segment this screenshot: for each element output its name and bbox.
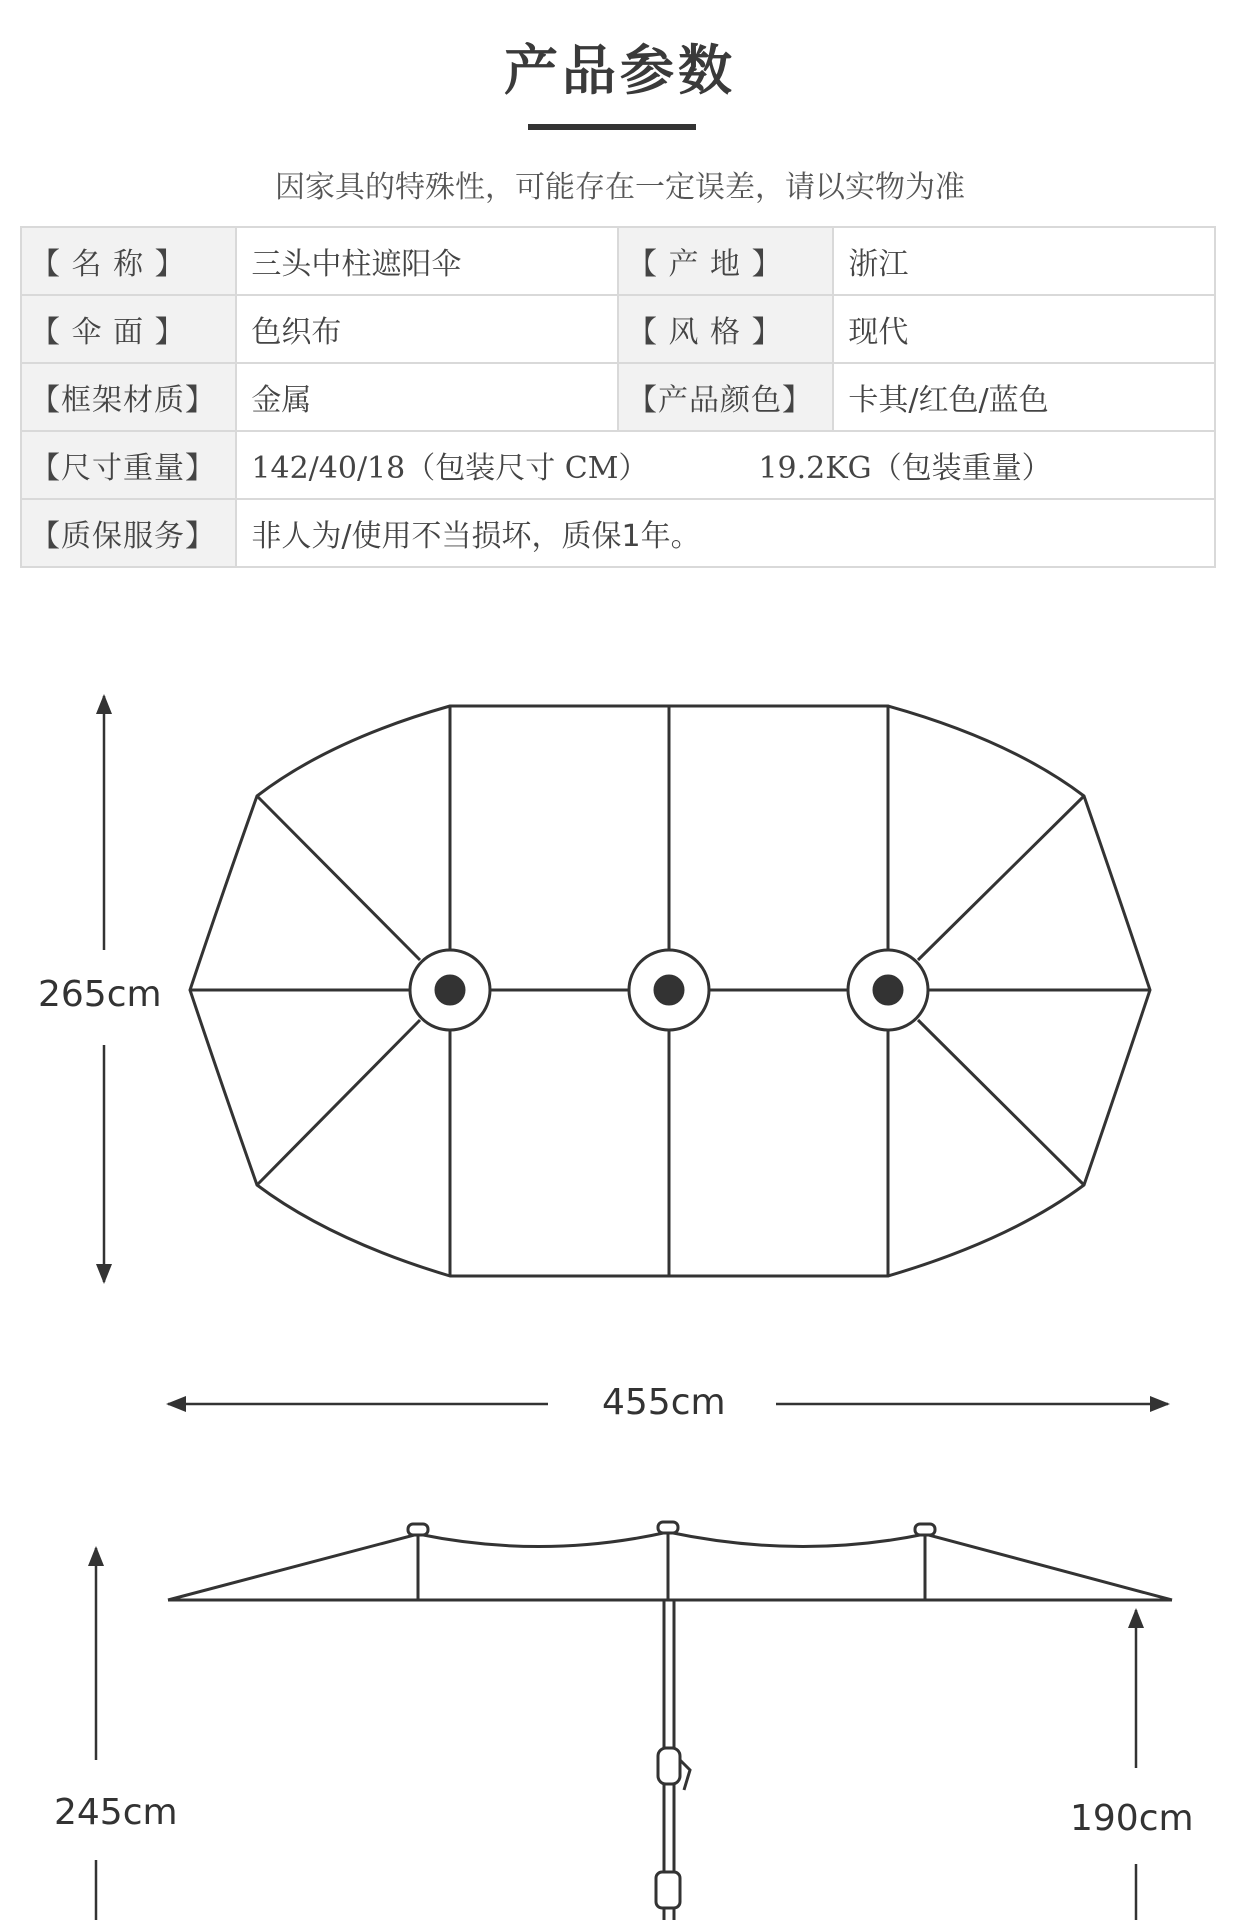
- name-value: 三头中柱遮阳伞: [236, 227, 618, 295]
- warranty-label: 【质保服务】: [21, 499, 236, 567]
- pole-lock: [656, 1872, 680, 1908]
- style-value: 现代: [833, 295, 1215, 363]
- depth-label: 265cm: [38, 974, 162, 1015]
- hub-center: [436, 976, 464, 1004]
- color-label: 【产品颜色】: [618, 363, 833, 431]
- size-value: 142/40/18（包装尺寸 CM）: [251, 451, 649, 486]
- canopy-label: 【 伞 面 】: [21, 295, 236, 363]
- crank-housing: [658, 1748, 680, 1784]
- origin-label: 【 产 地 】: [618, 227, 833, 295]
- rib: [918, 1020, 1084, 1185]
- side-view: [168, 1522, 1172, 1920]
- page-title: 产品参数: [504, 39, 736, 102]
- finial: [915, 1524, 935, 1535]
- frame-value: 金属: [236, 363, 618, 431]
- frame-label: 【框架材质】: [21, 363, 236, 431]
- name-label: 【 名 称 】: [21, 227, 236, 295]
- origin-value: 浙江: [833, 227, 1215, 295]
- size-label: 【尺寸重量】: [21, 431, 236, 499]
- rib: [257, 1020, 420, 1185]
- finial: [408, 1524, 428, 1535]
- warranty-value: 非人为/使用不当损坏，质保1年。: [236, 499, 1215, 567]
- color-value: 卡其/红色/蓝色: [833, 363, 1215, 431]
- canopy-side: [168, 1532, 1172, 1600]
- rib: [257, 796, 420, 960]
- rib: [918, 796, 1084, 960]
- style-label: 【 风 格 】: [618, 295, 833, 363]
- finial: [658, 1522, 678, 1533]
- width-label: 455cm: [602, 1382, 726, 1423]
- hub-center: [655, 976, 683, 1004]
- canopy-value: 色织布: [236, 295, 618, 363]
- hub-center: [874, 976, 902, 1004]
- disclaimer-note: 因家具的特殊性，可能存在一定误差，请以实物为准: [275, 170, 965, 205]
- top-view: [190, 706, 1150, 1276]
- weight-value: 19.2KG（包装重量）: [758, 451, 1052, 486]
- total-height-label: 245cm: [54, 1792, 178, 1833]
- clearance-height-label: 190cm: [1070, 1798, 1194, 1839]
